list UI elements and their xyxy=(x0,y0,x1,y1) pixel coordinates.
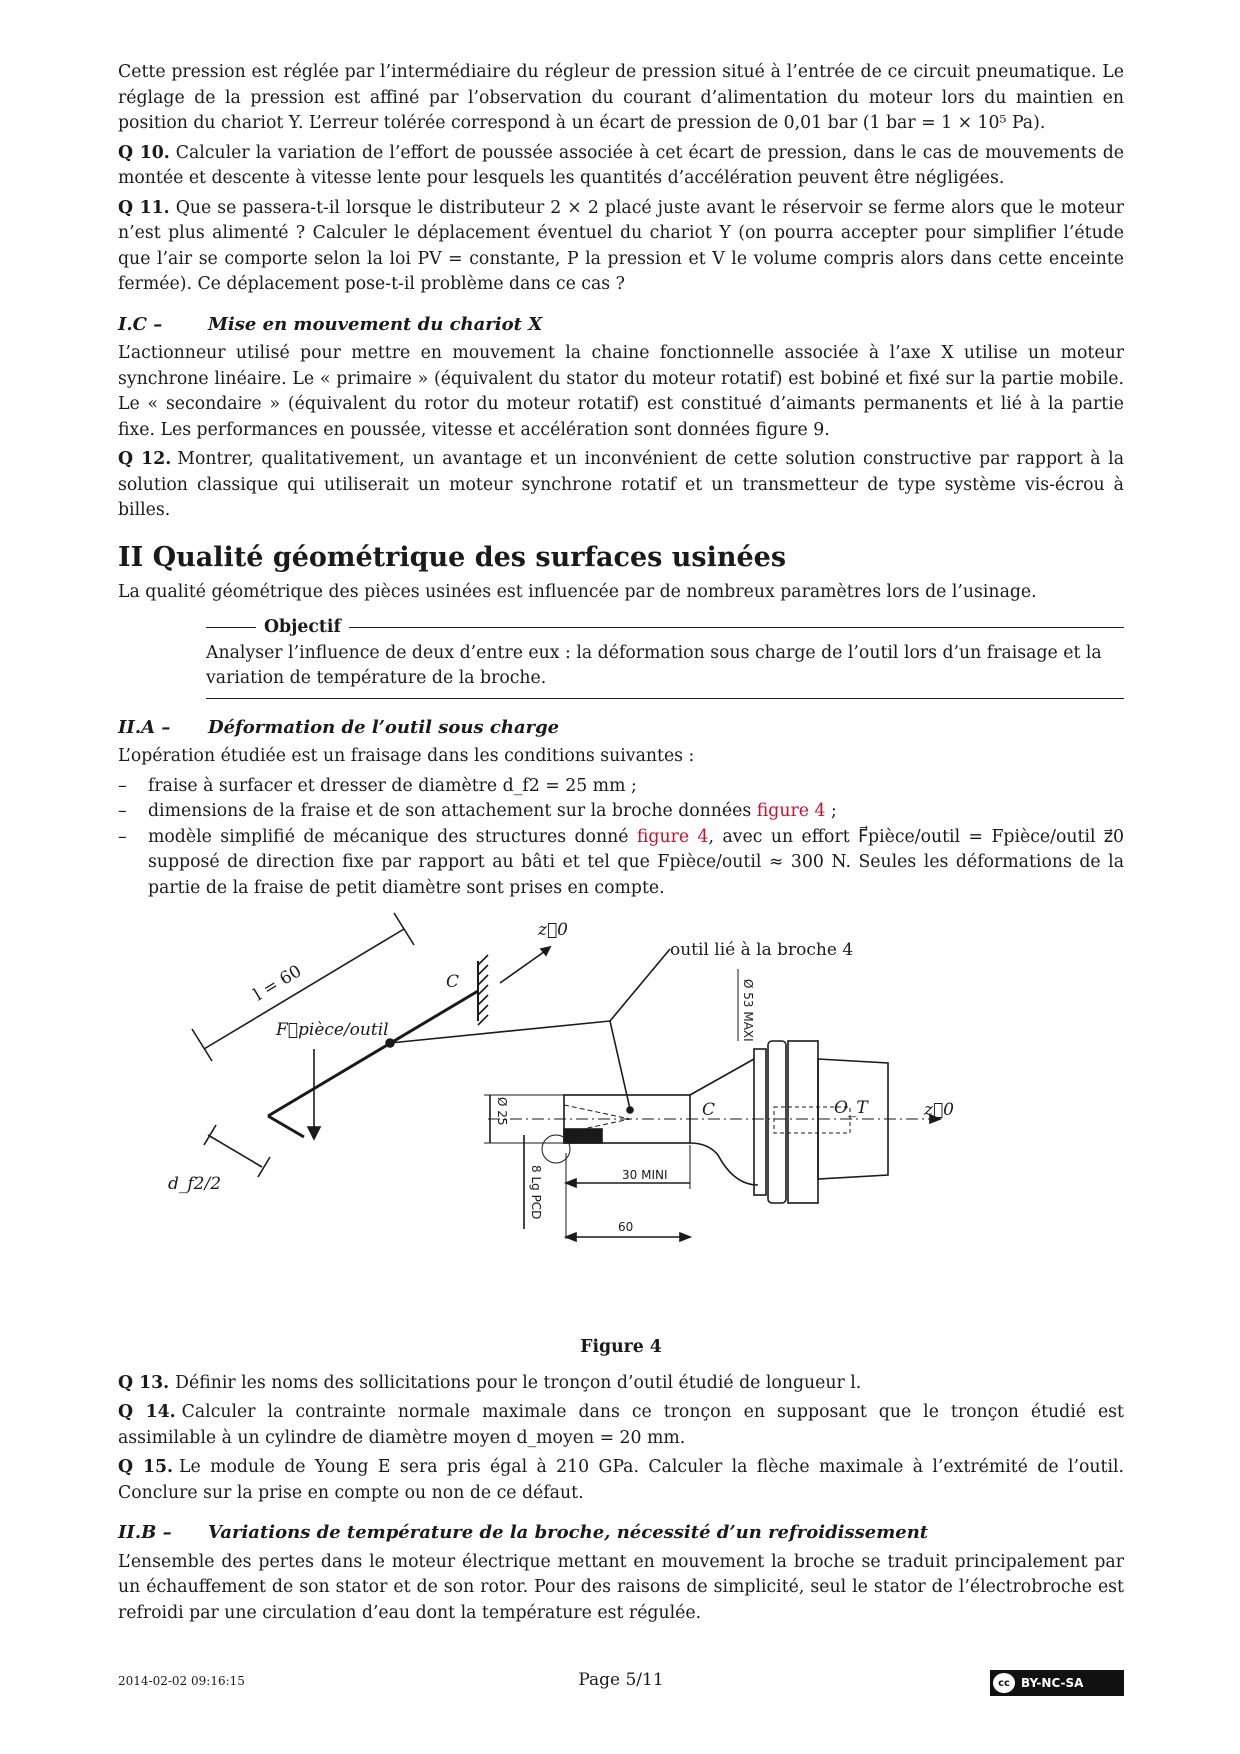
timestamp: 2014-02-02 09:16:15 xyxy=(118,1674,245,1688)
label-pcd: 8 Lg PCD xyxy=(529,1165,543,1220)
figure-4 xyxy=(118,909,1124,1329)
conditions-list xyxy=(118,774,1124,902)
label-df2: d_f2/2 xyxy=(168,1174,222,1194)
label-force: F⃗pièce/outil xyxy=(276,1020,389,1040)
label-dia25: Ø 25 xyxy=(495,1097,509,1126)
question-text: Calculer la contrainte normale maximale dans ce tronçon en supposant que le tronçon étudié est assimilable à un cylindre de diamètre moyen d_moyen = 20 mm. xyxy=(118,1402,1124,1448)
list-text: , avec un effort F⃗pièce/outil = Fpièce/outil z⃗0 supposé de direction fixe par rapport au bâti et tel que Fpièce/outil ≈ 300 N. Seules les déformations de la partie de la fraise de petit diamètre sont prises en compte. xyxy=(148,826,1124,898)
dim-df2 xyxy=(208,1135,262,1167)
question-text: Définir les noms des sollicitations pour le tronçon d’outil étudié de longueur l. xyxy=(175,1372,862,1393)
list-text: modèle simplifié de mécanique des structures donné xyxy=(148,826,629,847)
question-label: Q 13. xyxy=(118,1372,170,1393)
figure-link[interactable]: figure 4 xyxy=(636,826,709,847)
question-text: Le module de Young E sera pris égal à 210 GPa. Calculer la flèche maximale à l’extrémité de l’outil. Conclure sur la prise en compte ou non de ce défaut. xyxy=(118,1457,1124,1503)
wall-hatch xyxy=(478,955,488,1025)
holder-flange xyxy=(768,1041,786,1203)
question-label: Q 14. xyxy=(118,1402,176,1422)
question-10 xyxy=(118,141,1124,192)
beam-tip xyxy=(268,1116,304,1137)
label-ot: O_T xyxy=(834,1098,868,1118)
leader-line xyxy=(610,1021,630,1109)
list-item xyxy=(118,825,1124,902)
question-label: Q 15. xyxy=(118,1457,174,1477)
divider xyxy=(349,627,1124,628)
list-item: – fraise à surfacer et dresser de diamètre d_f2 = 25 mm ; xyxy=(118,774,1124,800)
section-number: II.B – xyxy=(118,1522,172,1543)
chapter-title: II Qualité géométrique des surfaces usinées xyxy=(118,541,787,573)
figure-caption: Figure 4 xyxy=(580,1337,662,1357)
question-text: Calculer la variation de l’effort de poussée associée à cet écart de pression, dans le cas de mouvements de montée et descente à vitesse lente pour lesquels les quantités d’accélération peuvent être négligées. xyxy=(118,142,1125,188)
label-l: l = 60 xyxy=(250,961,306,1006)
objective-text: Analyser l’influence de deux d’entre eux : la déformation sous charge de l’outil lors d’un fraisage et la variation de température de la broche. xyxy=(206,642,1102,688)
leader-line xyxy=(610,949,670,1021)
figure-link[interactable]: figure 4 xyxy=(756,801,826,821)
cc-icon: cc xyxy=(993,1673,1015,1693)
divider xyxy=(206,627,256,628)
section-number: I.C – xyxy=(118,313,163,335)
label-tool: outil lié à la broche 4 xyxy=(670,940,854,960)
list-item xyxy=(118,799,1124,825)
objective-box xyxy=(206,615,1124,699)
section-heading-iib xyxy=(118,1520,1124,1546)
cutter-insert xyxy=(564,1129,602,1143)
question-text: Que se passera-t-il lorsque le distributeur 2 × 2 placé juste avant le réservoir se ferme alors que le moteur n’est plus alimenté ? Calculer le déplacement éventuel du chariot Y (on pourra accepter pour simplifier l’étude que l’air se comporte selon la loi PV = constante, P la pression et V le volume compris alors dans cette enceinte fermée). Ce déplacement pose-t-il problème dans ce cas ? xyxy=(118,197,1125,294)
label-60: 60 xyxy=(618,1220,634,1234)
question-13 xyxy=(118,1371,1124,1397)
page-number: Page 5/11 xyxy=(578,1670,664,1690)
tool-taper xyxy=(690,1059,754,1095)
question-label: Q 12. xyxy=(118,449,172,469)
question-11 xyxy=(118,196,1124,298)
question-label: Q 10. xyxy=(118,142,170,163)
paragraph: La qualité géométrique des pièces usinées est influencée par de nombreux paramètres lors de l’usinage. xyxy=(118,581,1037,602)
z0-axis xyxy=(500,949,548,983)
holder-collar xyxy=(788,1041,818,1203)
section-heading-iia xyxy=(118,715,1124,741)
label-c2: C xyxy=(702,1100,716,1120)
page-footer xyxy=(118,1670,1124,1696)
label-z0b: z⃗0 xyxy=(924,1100,954,1120)
label-c: C xyxy=(446,972,460,992)
label-dia53: Ø 53 MAXI xyxy=(741,979,755,1042)
question-label: Q 11. xyxy=(118,197,170,218)
question-14 xyxy=(118,1400,1124,1451)
paragraph: L’ensemble des pertes dans le moteur électrique mettant en mouvement la broche se traduit principalement par un échauffement de son stator et de son rotor. Pour des raisons de simplicité, seul le stator de l’électrobroche est refroidi par une circulation d’eau dont la température est régulée. xyxy=(118,1551,1124,1623)
objective-title: Objectif xyxy=(264,617,341,637)
question-12 xyxy=(118,447,1124,524)
force-arrow xyxy=(308,1127,320,1139)
section-number: II.A – xyxy=(118,716,171,738)
section-title: Variations de température de la broche, nécessité d’un refroidissement xyxy=(208,1522,929,1543)
license-badge[interactable] xyxy=(990,1670,1124,1696)
page-body xyxy=(118,60,1124,1630)
label-z0: z⃗0 xyxy=(538,920,568,940)
tool-diagram xyxy=(118,909,1124,1329)
paragraph: L’actionneur utilisé pour mettre en mouvement la chaine fonctionnelle associée à l’axe X utilise un moteur synchrone linéaire. Le « primaire » (équivalent du stator du moteur rotatif) est bobiné et fixé sur la partie mobile. Le « secondaire » (équivalent du rotor du moteur rotatif) est constitué d’aimants permanents et lié à la partie fixe. Les performances en poussée, vitesse et accélération sont données figure 9. xyxy=(118,343,1124,440)
list-text: dimensions de la fraise et de son attachement sur la broche données xyxy=(148,801,752,821)
beam-line xyxy=(268,991,478,1116)
paragraph: L’opération étudiée est un fraisage dans les conditions suivantes : xyxy=(118,746,695,766)
question-text: Montrer, qualitativement, un avantage et un inconvénient de cette solution constructive par rapport à la solution classique qui utiliserait un moteur synchrone rotatif et un transmetteur de type système vis-écrou à billes. xyxy=(118,449,1125,520)
section-title: Déformation de l’outil sous charge xyxy=(208,716,560,738)
paragraph: Cette pression est réglée par l’intermédiaire du régleur de pression situé à l’entrée de ce circuit pneumatique. Le réglage de la pression est affiné par l’observation du courant d’alimentation du moteur lors du maintien en position du chariot Y. L’erreur tolérée correspond à un écart de pression de 0,01 bar (1 bar = 1 × 10⁵ Pa). xyxy=(118,62,1124,133)
section-heading-ic xyxy=(118,312,1124,338)
question-15 xyxy=(118,1455,1124,1506)
license-text: BY-NC-SA xyxy=(1021,1676,1084,1690)
objective-header xyxy=(206,615,1124,641)
list-text: ; xyxy=(830,801,837,821)
section-title: Mise en mouvement du chariot X xyxy=(208,313,543,335)
tool-taper-lower xyxy=(690,1143,758,1185)
label-30: 30 MINI xyxy=(622,1168,668,1182)
